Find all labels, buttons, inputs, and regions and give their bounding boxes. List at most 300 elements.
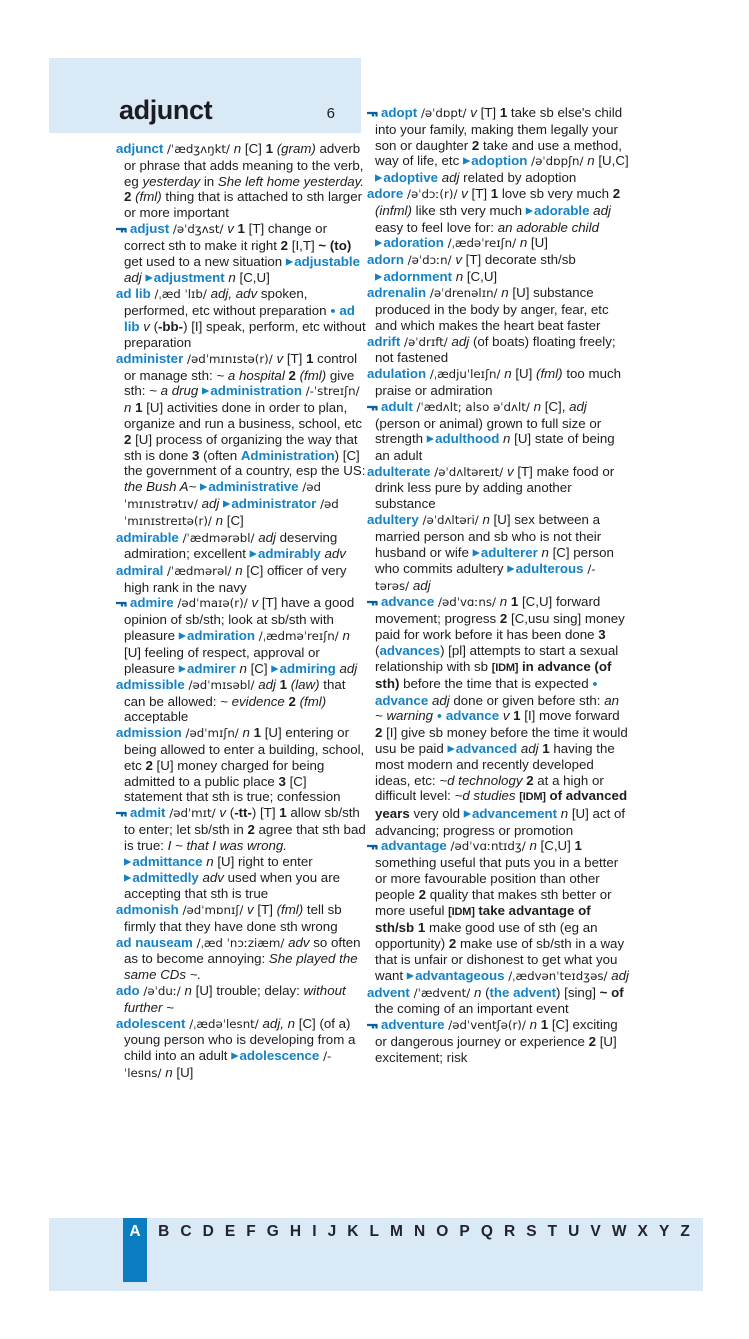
entry-text: love sb very much [498,186,613,202]
entry-text: /əˈdrenəlɪn/ [426,286,502,301]
entry-text: ~ of [599,984,624,1000]
entry-text: /ˌædəˈreɪʃn/ [443,236,520,251]
headword: advent [367,984,410,1000]
entry-adjust [116,221,367,286]
entry-text: [C] [241,141,266,156]
entry-text: n [560,806,569,822]
oxford-key-icon [367,838,378,854]
entry-text: /əˈdʒʌst/ [169,221,228,236]
headword: admission [116,725,182,741]
entry-text: n [124,400,132,416]
alphabet-letter-x[interactable]: X [637,1223,648,1240]
entry-text: ● [592,678,598,689]
entry-text: [C] person who commits adultery [375,544,614,576]
entry-text: adj [451,333,470,349]
entry-text: ▶ [375,172,384,184]
oxford-key-icon [367,1017,378,1033]
entry-text: take advantage of sth/sb [375,902,591,936]
alphabet-letter-a[interactable]: A [123,1218,147,1282]
entry-text: ▶ [271,663,280,674]
entry-text: /əˈdɔːn/ [403,253,456,268]
headword: adoptive [383,170,438,186]
entry-text: n [215,512,224,528]
entry-text: ( [481,984,490,1000]
headword: adjustment [153,269,225,285]
entry-text: 2 [247,821,255,837]
entry-text: 1 [510,594,519,610]
entry-text: /əˈdrɪft/ [400,334,452,349]
entry-text: v [455,252,462,268]
entry-text: ▶ [472,547,481,559]
entry-text: 1 [265,141,273,156]
entry-text: related by adoption [459,170,577,186]
entry-text: ▶ [285,256,295,268]
alphabet-letter-g[interactable]: G [266,1223,279,1240]
entry-text: [C,U] [536,838,575,854]
headword: admiration [187,627,255,643]
headword: advanced [455,740,518,756]
alphabet-letter-l[interactable]: L [369,1223,379,1240]
entry-text: quality that makes sth better or more useful [375,886,612,918]
entry-text: an adorable child [497,219,599,235]
entry-text: adj [412,577,431,593]
entry-text: at a high or difficult level: [375,772,604,804]
headword: adjust [130,220,170,236]
entry-text: /ˈædvent/ [409,985,474,1000]
entry-text: adv [324,546,346,562]
entry-text: /ədˈmɪʃn/ [181,726,243,741]
entry-text: /ədˈvɑːntɪdʒ/ [446,839,530,854]
entry-text: [U,C] [594,153,629,169]
entry-adrenalin [367,285,629,333]
entry-text: very old [409,806,464,822]
entry-advantage [367,838,629,984]
alphabet-letter-r[interactable]: R [503,1223,516,1240]
entry-adore [367,186,629,252]
entry-text: [C] statement that sth is true; confession [124,773,341,805]
entry-text: v [461,186,468,202]
entry-text: take and use a method, way of life, etc [375,137,622,169]
entry-text: [U] feeling of respect, approval or pleasure [124,644,320,676]
entry-text: [C] [223,512,244,528]
entry-text: ▶ [507,563,516,575]
entry-text: that can be allowed: [124,676,346,709]
entry-text: v [507,463,514,479]
oxford-key-icon [116,221,127,237]
entry-text: something useful that puts you in a better or more favourable position than other people [375,855,619,902]
entry-text: 1 [306,350,314,366]
alphabet-letter-q[interactable]: Q [480,1223,493,1240]
entry-text: [U] excitement; risk [375,1033,617,1065]
entry-adventure [367,1017,629,1065]
headword: admittance [132,853,203,869]
entry-text: too much praise or admiration [375,366,622,399]
entry-text: 3 [278,773,286,789]
alphabet-letter-n[interactable]: N [414,1223,426,1240]
headword: administrator [231,496,317,512]
entry-text: [T] [476,105,500,120]
entry-text: /ˈædmərəl/ [163,563,236,578]
entry-text: n [519,235,528,251]
entry-text: adv [288,934,310,950]
entry-text: ▶ [462,155,472,167]
entry-text: She left home yesterday. [217,173,365,189]
entry-text: /ədˈmɪnɪstreɪtə(r)/ [124,497,339,528]
entry-text: (infml) [375,203,412,219]
entry-text: n [529,838,537,854]
alphabet-letter-z[interactable]: Z [680,1223,690,1240]
headword: admiring [279,660,336,676]
entry-text: n [342,627,350,643]
entry-text: 1 [542,740,550,756]
entry-text: n [541,544,549,560]
entry-text: (person or animal) grown to full size or strength [375,415,602,447]
entry-adjunct [116,141,367,221]
entry-text: adj [258,529,276,545]
entry-text: in advance (of sth) [375,658,612,692]
entry-text: ▶ [525,205,535,217]
entry-text: 2 [124,431,132,447]
entry-text: ) [pl] attempts to start a sexual relationship with sb [375,642,619,674]
entry-text: ▶ [202,385,211,397]
entry-text: 1 [540,1017,549,1033]
headword: ado [116,982,140,998]
entry-text: ▶ [223,498,232,510]
entry-text: 1 [513,708,521,724]
entry-text: (fml) [536,366,563,382]
alphabet-letter-y[interactable]: Y [658,1223,670,1240]
entry-text: adj [431,692,450,708]
entry-administer [116,351,367,530]
entry-text: 2 [448,936,457,952]
entry-text: /ədˈmɒnɪʃ/ [178,902,248,917]
entry-text: 2 [499,611,508,627]
entry-text: v [247,901,254,917]
headword: adoption [471,153,528,169]
entry-text: 2 [588,1033,597,1049]
alphabet-letters-row [123,1218,690,1282]
entry-text: [I,T] [288,237,319,253]
entry-text: ) [I] speak, perform, etc without preparation [124,319,366,351]
entry-ado [116,983,367,1016]
entry-text: 1 [499,105,508,120]
entry-text: [U] process of organizing the way that sth is done [124,431,358,463]
entry-text: ▶ [124,872,133,884]
entry-text: n [228,269,236,285]
entry-text: make use of sb/sth in a way that is unfair or dishonest to get what you want [375,936,625,983]
headword: advance [375,692,429,708]
entry-text: adj [520,740,539,756]
entry-text: (often [199,447,241,463]
entry-text: [T] [467,186,491,202]
headword: ad nauseam [116,934,193,950]
entry-advance [367,594,629,838]
entry-text: /-ˈstreɪʃn/ [301,384,360,399]
alphabet-letter-o[interactable]: O [436,1223,449,1240]
entry-text: ~ a hospital [216,367,285,383]
alphabet-letter-j[interactable]: J [327,1223,337,1240]
entry-text: n [529,1017,538,1033]
headword: advantage [381,838,447,854]
entry-text: v [251,595,259,611]
entry-text: give sth: [124,367,355,399]
entry-text: n [482,511,490,527]
entry-text: /ˈædmərəbl/ [178,530,259,545]
entry-text: ▶ [231,1050,240,1062]
headword: advances [379,642,441,658]
entry-text: control or manage sth: [124,350,358,383]
entry-admission [116,725,367,805]
entry-text: ▶ [178,663,188,674]
entry-text: /ədˈmɪnɪstə(r)/ [183,351,277,366]
headword: adult [381,398,413,414]
entry-text: /ˌædəˈlesnt/ [185,1016,263,1031]
entry-text: [C], [541,398,570,414]
headword: advance [381,594,435,610]
oxford-key-icon [116,805,127,821]
entry-text: /əˈdʌltəri/ [418,512,483,527]
entry-text: 3 [192,447,200,463]
entry-text: so often as to become annoying: [124,934,361,967]
entry-text: n [206,853,214,869]
entry-text: /ədˈmaɪə(r)/ [173,596,252,611]
entry-text: adj [441,170,460,186]
entry-text: /ˌæd ˈlɪb/ [150,287,211,302]
alphabet-letter-i[interactable]: I [312,1223,317,1240]
headword: admissible [116,676,185,692]
alphabet-letter-w[interactable]: W [611,1223,627,1240]
entry-text: v [502,708,510,724]
entry-admonish [116,902,367,935]
entry-text: [C,U] [235,269,270,285]
headword: admit [130,805,166,821]
entry-text: ) [sing] [556,984,600,1000]
headword: adjunct [116,141,164,156]
entry-text: adj [593,203,611,219]
headword: administration [210,383,302,399]
entry-text: ▶ [200,481,209,493]
entry-text: ▶ [406,970,416,982]
entry-text: /ˌædvənˈteɪdʒəs/ [504,968,612,983]
entry-text: [C] officer of very high rank in the navy [124,562,347,595]
entry-text: /əˈdɒpʃn/ [527,154,588,169]
headword: administer [116,350,184,366]
entry-text: n [184,982,192,998]
entry-text: 2 [280,237,289,253]
entry-text: /-ˈlesns/ [124,1049,332,1080]
entry-text: (fml) [299,367,327,383]
alphabet-letter-b[interactable]: B [158,1223,170,1240]
headword: ad lib [124,302,355,335]
headword: adolescence [239,1048,320,1064]
entry-text: /ədˈmɪnɪstrətɪv/ [124,480,321,512]
entry-text: 3 [598,627,606,642]
entry-text: without further ~ [124,982,346,1015]
entry-text: 2 [418,886,427,902]
entry-text: tell sb firmly that they have done sth wrong [124,901,342,934]
headword: adulterous [515,560,584,576]
page-header [49,58,361,133]
entry-text: [U] right to enter [213,853,313,869]
entry-text: [C,U] [463,268,498,284]
entry-text: [T] decorate sth/sb [461,252,576,268]
alphabet-letter-u[interactable]: U [568,1223,580,1240]
entry-text: [U] substance produced in the body by anger, fear, etc and which makes the heart beat faster [375,285,609,333]
entry-text: [U] state of being an adult [375,431,615,463]
alphabet-letter-v[interactable]: V [590,1223,601,1240]
entry-text: [T] [283,350,307,366]
entry-adult [367,399,629,464]
entry-text: ▶ [145,272,154,284]
headword: adrift [367,333,401,349]
alphabet-letter-t[interactable]: T [547,1223,558,1240]
entry-text: ~d studies [454,788,516,804]
entry-text: 1 [135,400,143,416]
alphabet-letter-k[interactable]: K [347,1223,359,1240]
alphabet-nav [49,1218,703,1291]
entry-text: 1 [237,220,245,236]
entry-text: /əˈduː/ [139,983,185,998]
headword: ad lib [116,286,151,302]
entry-adopt [367,105,629,186]
entry-adulation [367,366,629,399]
headword: adrenalin [367,285,427,301]
entry-text: n [242,725,250,741]
entry-text: adj, adv [210,286,258,302]
entry-text: having the most modern and recently developed ideas, etc: [375,740,615,788]
entry-text: /ədˈventʃə(r)/ [444,1018,530,1033]
entry-admire [116,595,367,676]
entry-text: [U] [511,366,537,382]
entry-text: adv [202,869,224,885]
entry-text: [C,usu sing] money paid for work before it has been done [375,611,625,642]
entry-text: [U] sex between a married person and sb who is not their husband or wife [375,511,602,560]
entry-text: ▶ [124,856,133,868]
entry-text: n [239,660,247,676]
entry-text: 2 [124,189,132,205]
entry-text: ▶ [249,548,258,560]
entry-text: (gram) [276,141,316,156]
entry-text: /-tərəs/ [375,561,596,593]
alphabet-letter-d[interactable]: D [202,1223,214,1240]
entry-text: 2 [288,693,296,709]
entry-text: 1 [279,805,287,821]
entry-text: adj [258,676,276,692]
entry-text: ~ (to) [318,237,352,253]
entry-text: [T] change or correct sth to make it right [124,220,327,253]
entry-text: /ədˈmɪt/ [165,806,220,821]
entry-text: (of boats) floating freely; not fastened [375,333,616,366]
alphabet-letter-p[interactable]: P [459,1223,470,1240]
entry-text: -bb- [158,319,184,335]
alphabet-letter-s[interactable]: S [526,1223,537,1240]
entry-text: ▶ [375,271,384,283]
entry-text: n [473,984,482,1000]
entry-text: /ədˈmɪsəbl/ [184,677,259,692]
entry-admissible [116,677,367,725]
entry-adulterate [367,464,629,512]
alphabet-letter-h[interactable]: H [289,1223,302,1240]
alphabet-letter-e[interactable]: E [224,1223,236,1240]
entry-text: n [499,594,508,610]
entry-text: ▶ [178,630,188,642]
entry-text: adj [201,496,220,512]
entry-text: /əˈdɒpt/ [417,106,471,120]
alphabet-letter-m[interactable]: M [390,1223,403,1240]
entry-text: (fml) [299,693,327,709]
entry-text: ~d technology [439,772,523,788]
entry-adrift [367,334,629,367]
entry-text: I ~ that I was wrong. [167,837,287,853]
headword: adulthood [435,431,500,447]
headword: adulation [367,366,427,382]
entry-text: [U] [172,1064,194,1080]
entry-adorn [367,252,629,285]
entry-text: 2 [288,367,296,383]
headword: advance [445,708,500,724]
headword: adjustable [294,253,360,269]
headword: admittedly [132,869,199,885]
alphabet-letter-f[interactable]: F [246,1223,256,1240]
headword: adore [367,186,404,202]
entry-text: [I] move forward [520,708,620,724]
entry-text: [C] [246,660,272,676]
entry-text: the coming of an important event [375,1001,569,1017]
entry-text: used when you are accepting that sth is true [124,869,341,902]
entry-text: /ˌæd ˈnɔːziæm/ [192,935,289,950]
entry-text: v [143,319,150,335]
entry-text: n [501,285,509,301]
headword: adorn [367,252,404,268]
headword: adventure [381,1017,445,1033]
entry-text: adj, n [262,1015,296,1031]
alphabet-letter-c[interactable]: C [180,1223,192,1240]
entry-text: /ˌædməˈreɪʃn/ [255,628,343,643]
headword: adoration [383,235,444,251]
entry-text: n [533,398,542,414]
entry-text: 1 [253,725,262,741]
entry-text: [T] [253,901,277,917]
entry-text: in [200,173,218,189]
entry-text: agree that sth bad is true: [124,821,366,853]
entry-text: adj [611,967,629,983]
entry-text: ( [375,642,380,658]
column-left [116,141,367,1216]
headword: adulterer [480,544,538,560]
entry-text: 1 [574,838,582,854]
entry-text: (fml) [276,901,304,917]
entry-text: v [219,805,227,821]
entry-text: n [503,431,511,447]
entry-adultery [367,512,629,594]
headword: admirably [257,546,321,562]
entry-ad-lib [116,286,367,351]
entry-text: [IDM] [491,661,519,674]
entry-text: [U] entering or being allowed to enter a building, school, etc [124,725,365,773]
entry-text: [I] give sb money before the time it would usu be paid [375,724,628,756]
headword: admonish [116,901,179,917]
entry-text: n [235,562,243,578]
entry-text: v [470,105,477,120]
entry-text: deserving admiration; excellent [124,529,338,562]
entry-text: [U] money charged for being admitted to a public place [124,757,325,789]
entry-text: 2 [145,757,153,773]
entry-text: She played the same CDs ~. [124,951,358,983]
entry-adolescent [116,1016,367,1082]
entry-text: ▶ [426,433,436,445]
entry-ad-nauseam [116,935,367,983]
entry-text: adj [569,398,587,414]
